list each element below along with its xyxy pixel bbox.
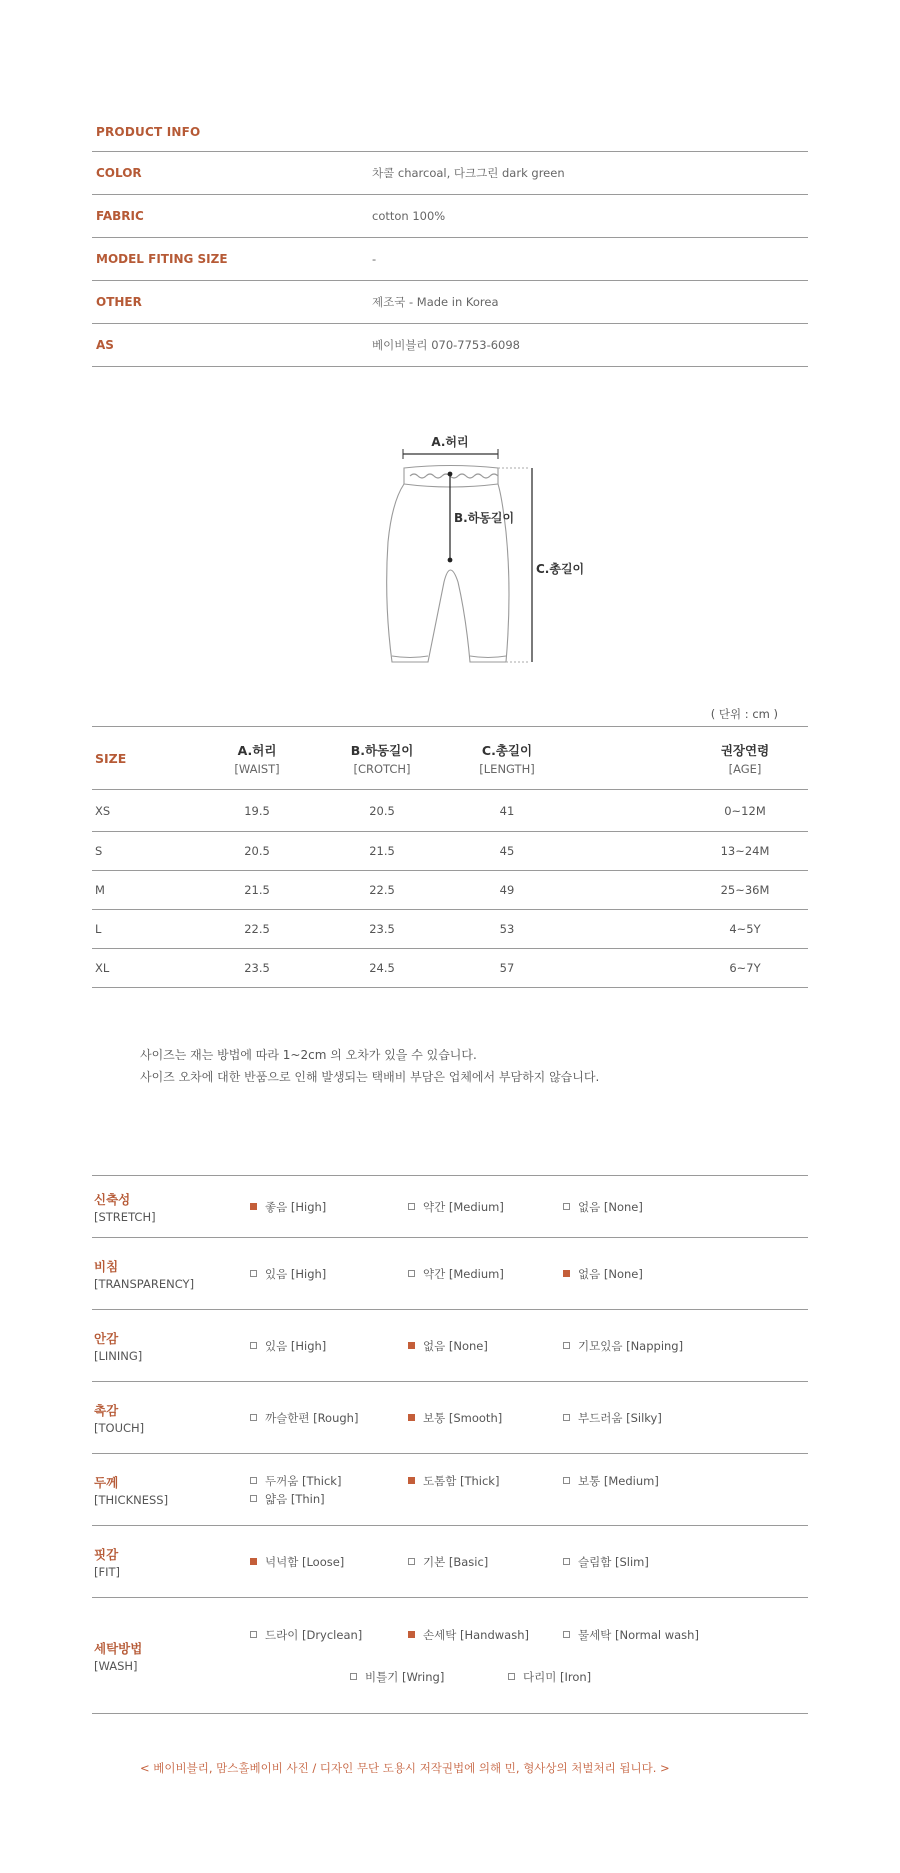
crotch-point-bottom xyxy=(448,558,453,563)
note-line: 사이즈 오차에 대한 반품으로 인해 발생되는 택배비 부담은 업체에서 부담하지 않습니다. xyxy=(140,1070,600,1084)
info-value: 차콜 charcoal, 다크그린 dark green xyxy=(372,166,565,180)
product-info-section xyxy=(92,114,808,367)
header-length-en: [LENGTH] xyxy=(479,761,535,776)
characteristic-option xyxy=(350,1668,508,1686)
info-row xyxy=(92,324,808,367)
note-line: 사이즈는 재는 방법에 따라 1~2cm 의 오차가 있을 수 있습니다. xyxy=(140,1048,477,1062)
unchecked-box-icon xyxy=(250,1495,257,1502)
header-length xyxy=(452,741,562,776)
info-value: cotton 100% xyxy=(372,209,446,223)
option-label: 얇음 [Thin] xyxy=(265,1491,325,1506)
characteristic-label-en: [FIT] xyxy=(94,1564,121,1579)
characteristic-option xyxy=(408,1265,563,1283)
age-value: 13~24M xyxy=(720,844,770,858)
option-label: 까슬한편 [Rough] xyxy=(265,1410,359,1425)
waist-value: 20.5 xyxy=(244,844,270,858)
size-row xyxy=(92,949,808,988)
option-label: 기모있음 [Napping] xyxy=(578,1338,684,1353)
option-label: 없음 [None] xyxy=(578,1199,643,1214)
size-table-section xyxy=(92,706,808,988)
characteristic-label-ko: 안감 xyxy=(94,1330,119,1346)
checked-box-icon xyxy=(250,1203,257,1210)
characteristic-option xyxy=(250,1553,408,1571)
info-row xyxy=(92,281,808,324)
crotch-value: 21.5 xyxy=(369,844,395,858)
length-label: C.총길이 xyxy=(536,562,585,576)
characteristic-option xyxy=(408,1472,563,1490)
info-row xyxy=(92,152,808,195)
size-name: XS xyxy=(95,803,111,818)
unchecked-box-icon xyxy=(408,1270,415,1277)
characteristic-label xyxy=(92,1545,250,1579)
option-label: 넉넉함 [Loose] xyxy=(265,1554,345,1569)
option-label: 없음 [None] xyxy=(423,1338,488,1353)
unchecked-box-icon xyxy=(250,1631,257,1638)
crotch-label: B.하동길이 xyxy=(454,511,515,525)
characteristic-label xyxy=(92,1401,250,1435)
characteristic-row xyxy=(92,1598,808,1714)
age-value: 6~7Y xyxy=(729,961,761,975)
characteristic-option xyxy=(563,1198,711,1216)
characteristic-option xyxy=(250,1409,408,1427)
unchecked-box-icon xyxy=(408,1558,415,1565)
age-value: 25~36M xyxy=(720,883,770,897)
option-label: 다리미 [Iron] xyxy=(523,1669,592,1684)
characteristic-option xyxy=(250,1490,350,1508)
option-label: 약간 [Medium] xyxy=(423,1266,504,1281)
info-label: AS xyxy=(96,338,114,352)
checked-box-icon xyxy=(408,1342,415,1349)
characteristic-row xyxy=(92,1526,808,1598)
characteristic-option xyxy=(250,1626,408,1644)
characteristic-label xyxy=(92,1329,250,1363)
unchecked-box-icon xyxy=(563,1203,570,1210)
header-crotch-ko: B.하동길이 xyxy=(350,742,414,758)
characteristic-label-en: [STRETCH] xyxy=(94,1209,156,1224)
waist-label: A.허리 xyxy=(431,435,469,449)
size-name: M xyxy=(95,883,105,897)
checked-box-icon xyxy=(408,1414,415,1421)
characteristic-option xyxy=(250,1265,408,1283)
unchecked-box-icon xyxy=(250,1270,257,1277)
length-value: 53 xyxy=(499,922,515,936)
characteristic-option xyxy=(408,1198,563,1216)
characteristic-option xyxy=(508,1668,663,1686)
waist-value: 23.5 xyxy=(244,961,270,975)
info-value: - xyxy=(372,252,377,266)
characteristic-label xyxy=(92,1190,250,1224)
header-waist-en: [WAIST] xyxy=(234,761,280,776)
crotch-value: 22.5 xyxy=(369,883,395,897)
characteristic-row xyxy=(92,1310,808,1382)
option-label: 보통 [Medium] xyxy=(578,1473,659,1488)
unchecked-box-icon xyxy=(563,1342,570,1349)
characteristic-option xyxy=(250,1198,408,1216)
unchecked-box-icon xyxy=(563,1477,570,1484)
crotch-value: 20.5 xyxy=(369,803,395,818)
fabric-characteristics xyxy=(92,1175,808,1714)
unchecked-box-icon xyxy=(250,1414,257,1421)
header-age-ko: 권장연령 xyxy=(720,742,770,758)
option-label: 손세탁 [Handwash] xyxy=(423,1627,529,1642)
header-age xyxy=(562,741,808,776)
characteristic-option xyxy=(563,1472,711,1490)
crotch-value: 24.5 xyxy=(369,961,395,975)
characteristic-option xyxy=(408,1337,563,1355)
characteristic-options xyxy=(250,1198,808,1216)
waist-value: 22.5 xyxy=(244,922,270,936)
option-label: 있음 [High] xyxy=(265,1338,327,1353)
checked-box-icon xyxy=(250,1558,257,1565)
characteristic-label-en: [WASH] xyxy=(94,1658,138,1673)
option-label: 드라이 [Dryclean] xyxy=(265,1627,363,1642)
option-label: 슬림함 [Slim] xyxy=(578,1554,649,1569)
size-row xyxy=(92,790,808,832)
age-value: 4~5Y xyxy=(729,922,761,936)
checked-box-icon xyxy=(563,1270,570,1277)
header-size: SIZE xyxy=(95,750,127,766)
characteristic-row xyxy=(92,1176,808,1238)
pants-outline xyxy=(387,466,509,663)
unchecked-box-icon xyxy=(250,1342,257,1349)
unit-label: ( 단위 : cm ) xyxy=(710,707,778,721)
size-name: S xyxy=(95,844,103,858)
characteristic-label xyxy=(92,1257,250,1291)
option-label: 보통 [Smooth] xyxy=(423,1410,503,1425)
option-label: 좋음 [High] xyxy=(265,1199,327,1214)
characteristic-label-en: [LINING] xyxy=(94,1348,143,1363)
unchecked-box-icon xyxy=(350,1673,357,1680)
characteristic-option xyxy=(563,1409,711,1427)
option-label: 두꺼움 [Thick] xyxy=(265,1473,342,1488)
option-label: 부드러움 [Silky] xyxy=(578,1410,662,1425)
unchecked-box-icon xyxy=(508,1673,515,1680)
length-value: 57 xyxy=(499,961,515,975)
size-name: L xyxy=(95,922,102,936)
length-value: 41 xyxy=(499,803,515,818)
characteristic-row xyxy=(92,1454,808,1526)
size-notes xyxy=(140,1044,599,1088)
characteristic-option xyxy=(563,1337,711,1355)
option-label: 약간 [Medium] xyxy=(423,1199,504,1214)
characteristic-options xyxy=(250,1553,808,1571)
unchecked-box-icon xyxy=(563,1631,570,1638)
size-row xyxy=(92,832,808,871)
info-label: MODEL FITING SIZE xyxy=(96,252,228,266)
characteristic-option xyxy=(250,1337,408,1355)
characteristic-option xyxy=(408,1626,563,1644)
option-label: 기본 [Basic] xyxy=(423,1554,489,1569)
characteristic-option xyxy=(408,1553,563,1571)
crotch-point-top xyxy=(448,472,453,477)
size-table xyxy=(92,726,808,988)
header-length-ko: C.총길이 xyxy=(481,742,533,758)
characteristic-label-ko: 신축성 xyxy=(94,1191,131,1207)
waist-value: 21.5 xyxy=(244,883,270,897)
info-row xyxy=(92,238,808,281)
header-crotch-en: [CROTCH] xyxy=(353,761,411,776)
header-crotch xyxy=(312,741,452,776)
characteristic-options xyxy=(250,1409,808,1427)
product-info-rows xyxy=(92,152,808,367)
characteristic-label-ko: 촉감 xyxy=(94,1402,119,1418)
unchecked-box-icon xyxy=(250,1477,257,1484)
characteristic-label xyxy=(92,1473,250,1507)
size-table-body xyxy=(92,790,808,988)
info-label: FABRIC xyxy=(96,209,144,223)
option-label: 있음 [High] xyxy=(265,1266,327,1281)
header-waist-ko: A.허리 xyxy=(237,742,277,758)
product-info-title: PRODUCT INFO xyxy=(92,114,808,152)
option-label: 물세탁 [Normal wash] xyxy=(578,1627,699,1642)
checked-box-icon xyxy=(408,1631,415,1638)
characteristic-option xyxy=(408,1409,563,1427)
info-value: 제조국 - Made in Korea xyxy=(372,295,499,309)
unchecked-box-icon xyxy=(563,1414,570,1421)
characteristic-options xyxy=(250,1265,808,1283)
size-row xyxy=(92,910,808,949)
characteristic-label-ko: 두께 xyxy=(94,1474,119,1490)
characteristic-row xyxy=(92,1238,808,1310)
characteristic-options xyxy=(250,1472,808,1508)
length-value: 49 xyxy=(499,883,515,897)
characteristic-option xyxy=(563,1265,711,1283)
characteristic-label-ko: 핏감 xyxy=(94,1546,119,1562)
characteristic-label-ko: 세탁방법 xyxy=(94,1640,143,1656)
info-value: 베이비블리 070-7753-6098 xyxy=(372,338,520,352)
unchecked-box-icon xyxy=(563,1558,570,1565)
characteristic-label-en: [THICKNESS] xyxy=(94,1492,169,1507)
header-waist xyxy=(202,741,312,776)
option-label: 없음 [None] xyxy=(578,1266,643,1281)
characteristic-options xyxy=(250,1626,808,1686)
crotch-value: 23.5 xyxy=(369,922,395,936)
length-value: 45 xyxy=(499,844,515,858)
pants-size-diagram xyxy=(370,432,610,672)
checked-box-icon xyxy=(408,1477,415,1484)
unchecked-box-icon xyxy=(408,1203,415,1210)
header-age-en: [AGE] xyxy=(728,761,762,776)
option-label: 비틀기 [Wring] xyxy=(365,1669,445,1684)
characteristic-label-en: [TOUCH] xyxy=(94,1420,145,1435)
waist-value: 19.5 xyxy=(244,803,270,818)
characteristic-label-en: [TRANSPARENCY] xyxy=(94,1276,195,1291)
option-label: 도톰함 [Thick] xyxy=(423,1473,500,1488)
characteristic-option xyxy=(250,1472,408,1490)
characteristic-row xyxy=(92,1382,808,1454)
option-spacer xyxy=(250,1668,350,1686)
characteristic-options xyxy=(250,1337,808,1355)
size-name: XL xyxy=(95,961,110,975)
info-row xyxy=(92,195,808,238)
characteristic-option xyxy=(563,1626,711,1644)
age-value: 0~12M xyxy=(724,803,766,818)
copyright-notice: < 베이비블리, 맘스홀베이비 사진 / 디자인 무단 도용시 저작권법에 의해 민, 형사상의 처벌처리 됩니다. > xyxy=(140,1761,670,1775)
info-label: OTHER xyxy=(96,295,142,309)
info-label: COLOR xyxy=(96,166,142,180)
size-row xyxy=(92,871,808,910)
characteristic-label xyxy=(92,1639,250,1673)
characteristic-label-ko: 비침 xyxy=(94,1258,119,1274)
characteristic-option xyxy=(563,1553,711,1571)
size-table-header xyxy=(92,727,808,790)
